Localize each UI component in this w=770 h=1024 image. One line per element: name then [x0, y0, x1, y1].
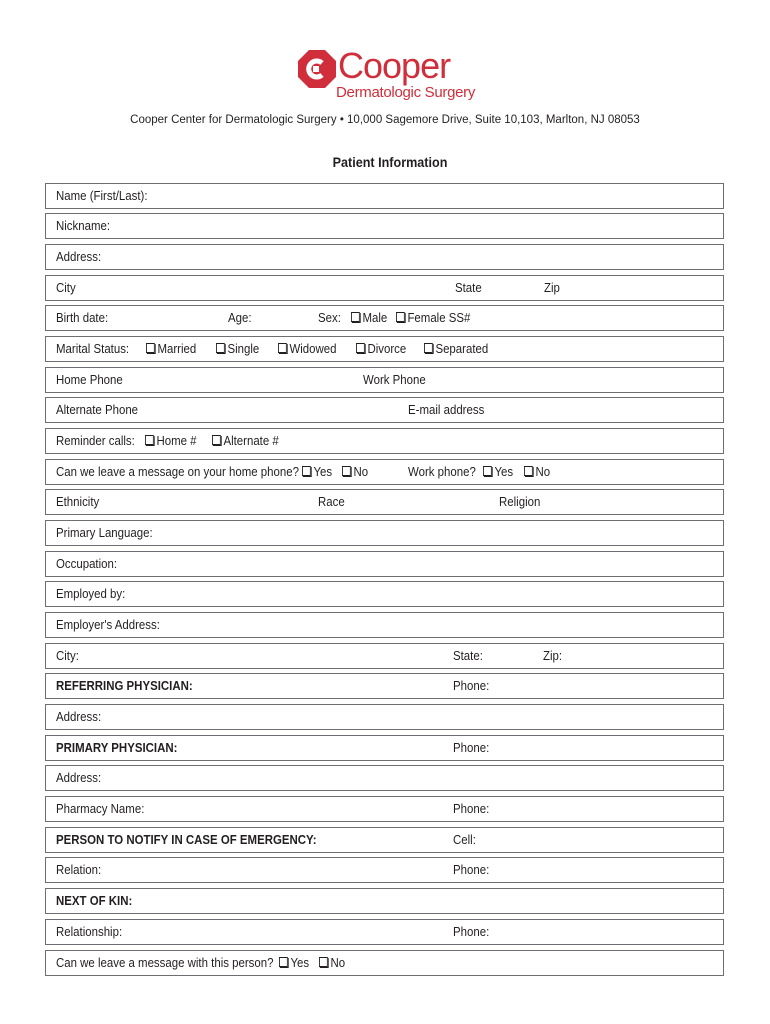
- label-text: Employed by:: [56, 586, 126, 601]
- field-label: [56, 433, 135, 448]
- checkbox-icon[interactable]: [278, 343, 287, 353]
- field-label: [56, 372, 123, 387]
- referring-row[interactable]: [45, 673, 724, 699]
- label-text: PERSON TO NOTIFY IN CASE OF EMERGENCY:: [56, 832, 317, 847]
- field-label: [56, 402, 138, 417]
- checkbox-icon[interactable]: [146, 343, 155, 353]
- checkbox-option[interactable]: [396, 310, 470, 325]
- label-text: Name (First/Last):: [56, 188, 148, 203]
- field-label: [56, 893, 132, 908]
- label-text: Race: [318, 494, 345, 509]
- checkbox-option[interactable]: [342, 464, 368, 479]
- reminder-row[interactable]: [45, 428, 724, 454]
- label-text: Divorce: [367, 341, 407, 356]
- label-text: Marital Status:: [56, 341, 130, 356]
- field-label: [453, 801, 489, 816]
- field-label: [56, 740, 177, 755]
- checkbox-option[interactable]: [424, 341, 488, 356]
- field-label: [56, 709, 101, 724]
- label-text: Male: [362, 310, 388, 325]
- label-text: Address:: [56, 709, 102, 724]
- label-text: Work phone?: [408, 464, 476, 479]
- field-label: [56, 617, 160, 632]
- field-label: [499, 494, 540, 509]
- label-text: Married: [157, 341, 197, 356]
- label-text: Relation:: [56, 862, 102, 877]
- label-text: Ethnicity: [56, 494, 100, 509]
- label-text: Pharmacy Name:: [56, 801, 145, 816]
- field-label: [56, 280, 76, 295]
- label-text: Yes: [313, 464, 333, 479]
- address-row[interactable]: [45, 244, 724, 270]
- label-text: Yes: [290, 955, 310, 970]
- city-row[interactable]: [45, 275, 724, 301]
- field-label: [56, 525, 153, 540]
- label-text: Nickname:: [56, 218, 111, 233]
- field-label: [56, 955, 273, 970]
- label-text: Separated: [435, 341, 489, 356]
- field-label: [453, 648, 483, 663]
- employer-address-row[interactable]: [45, 612, 724, 638]
- label-text: E-mail address: [408, 402, 485, 417]
- checkbox-icon[interactable]: [342, 466, 351, 476]
- checkbox-option[interactable]: [351, 310, 387, 325]
- field-label: [56, 862, 101, 877]
- relationship-row[interactable]: [45, 919, 724, 945]
- field-label: [453, 862, 489, 877]
- emergency-row[interactable]: [45, 827, 724, 853]
- checkbox-icon[interactable]: [145, 435, 154, 445]
- label-text: No: [330, 955, 346, 970]
- form-title: Patient Information: [332, 154, 448, 170]
- label-text: Phone:: [453, 924, 490, 939]
- label-text: Work Phone: [363, 372, 426, 387]
- field-label: [56, 494, 99, 509]
- field-label: [56, 648, 79, 663]
- referring-address-row[interactable]: [45, 704, 724, 730]
- primary-row[interactable]: [45, 735, 724, 761]
- label-text: Address:: [56, 249, 102, 264]
- language-row[interactable]: [45, 520, 724, 546]
- label-text: Birth date:: [56, 310, 109, 325]
- primary-address-row[interactable]: [45, 765, 724, 791]
- label-text: Cell:: [453, 832, 476, 847]
- field-label: [56, 924, 122, 939]
- label-text: Phone:: [453, 740, 490, 755]
- relation-row[interactable]: [45, 857, 724, 883]
- label-text: Zip: [544, 280, 560, 295]
- field-label: [56, 310, 108, 325]
- birth-row[interactable]: [45, 305, 724, 331]
- checkbox-option[interactable]: [356, 341, 406, 356]
- cooper-logo-icon: [298, 50, 336, 88]
- label-text: Female SS#: [407, 310, 471, 325]
- checkbox-icon[interactable]: [396, 312, 405, 322]
- label-text: Single: [227, 341, 260, 356]
- checkbox-option[interactable]: [524, 464, 550, 479]
- employer-city-row[interactable]: [45, 643, 724, 669]
- label-text: Reminder calls:: [56, 433, 135, 448]
- checkbox-option[interactable]: [146, 341, 196, 356]
- label-text: Primary Language:: [56, 525, 153, 540]
- label-text: Alternate #: [223, 433, 279, 448]
- field-label: [56, 464, 299, 479]
- checkbox-icon[interactable]: [319, 957, 328, 967]
- field-label: [56, 556, 117, 571]
- label-text: Yes: [494, 464, 514, 479]
- checkbox-icon[interactable]: [212, 435, 221, 445]
- label-text: Sex:: [318, 310, 341, 325]
- field-label: [408, 464, 476, 479]
- label-text: State:: [453, 648, 483, 663]
- label-text: Home #: [156, 433, 197, 448]
- nickname-row[interactable]: [45, 213, 724, 239]
- checkbox-option[interactable]: [302, 464, 332, 479]
- field-label: [56, 586, 125, 601]
- label-text: Alternate Phone: [56, 402, 139, 417]
- field-label: [56, 249, 101, 264]
- checkbox-option[interactable]: [212, 433, 279, 448]
- field-label: [453, 740, 489, 755]
- label-text: No: [353, 464, 369, 479]
- label-text: Age:: [228, 310, 252, 325]
- label-text: Phone:: [453, 862, 490, 877]
- field-label: [228, 310, 252, 325]
- kin-message-row[interactable]: [45, 950, 724, 976]
- checkbox-icon[interactable]: [351, 312, 360, 322]
- logo-subtitle: Dermatologic Surgery: [336, 84, 476, 101]
- checkbox-icon[interactable]: [216, 343, 225, 353]
- label-text: Widowed: [289, 341, 337, 356]
- cooper-logo: [298, 46, 498, 106]
- label-text: Occupation:: [56, 556, 118, 571]
- checkbox-option[interactable]: [483, 464, 513, 479]
- marital-row[interactable]: [45, 336, 724, 362]
- label-text: Religion: [499, 494, 541, 509]
- label-text: No: [535, 464, 551, 479]
- checkbox-option[interactable]: [319, 955, 345, 970]
- name-row[interactable]: [45, 183, 724, 209]
- checkbox-icon[interactable]: [424, 343, 433, 353]
- checkbox-icon[interactable]: [302, 466, 311, 476]
- field-label: [56, 341, 129, 356]
- field-label: [318, 494, 345, 509]
- checkbox-option[interactable]: [278, 341, 336, 356]
- checkbox-icon[interactable]: [483, 466, 492, 476]
- checkbox-icon[interactable]: [356, 343, 365, 353]
- practice-address: Cooper Center for Dermatologic Surgery • 10,000 Sagemore Drive, Suite 10,103, Marlton, NJ 08053: [130, 114, 640, 126]
- label-text: State: [455, 280, 482, 295]
- field-label: [56, 188, 148, 203]
- field-label: [363, 372, 426, 387]
- label-text: Phone:: [453, 678, 490, 693]
- field-label: [455, 280, 482, 295]
- field-label: [453, 678, 489, 693]
- label-text: Relationship:: [56, 924, 123, 939]
- message-row[interactable]: [45, 459, 724, 485]
- field-label: [543, 648, 562, 663]
- label-text: Employer's Address:: [56, 617, 160, 632]
- field-label: [408, 402, 484, 417]
- field-label: [56, 801, 144, 816]
- field-label: [453, 924, 489, 939]
- label-text: Home Phone: [56, 372, 123, 387]
- logo-wordmark: Cooper: [338, 45, 451, 86]
- alt-phone-row[interactable]: [45, 397, 724, 423]
- label-text: Can we leave a message with this person?: [56, 955, 274, 970]
- label-text: NEXT OF KIN:: [56, 893, 133, 908]
- field-label: [56, 832, 317, 847]
- label-text: City: [56, 280, 76, 295]
- field-label: [544, 280, 560, 295]
- label-text: Zip:: [543, 648, 563, 663]
- field-label: [318, 310, 341, 325]
- label-text: Phone:: [453, 801, 490, 816]
- ethnicity-row[interactable]: [45, 489, 724, 515]
- field-label: [453, 832, 476, 847]
- employed-row[interactable]: [45, 581, 724, 607]
- checkbox-icon[interactable]: [524, 466, 533, 476]
- field-label: [56, 678, 193, 693]
- checkbox-option[interactable]: [279, 955, 309, 970]
- pharmacy-row[interactable]: [45, 796, 724, 822]
- label-text: Can we leave a message on your home phone?: [56, 464, 299, 479]
- occupation-row[interactable]: [45, 551, 724, 577]
- label-text: PRIMARY PHYSICIAN:: [56, 740, 178, 755]
- phone-row[interactable]: [45, 367, 724, 393]
- checkbox-option[interactable]: [145, 433, 197, 448]
- label-text: REFERRING PHYSICIAN:: [56, 678, 193, 693]
- kin-row[interactable]: [45, 888, 724, 914]
- field-label: [56, 218, 110, 233]
- label-text: City:: [56, 648, 79, 663]
- checkbox-option[interactable]: [216, 341, 259, 356]
- label-text: Address:: [56, 770, 102, 785]
- field-label: [56, 770, 101, 785]
- checkbox-icon[interactable]: [279, 957, 288, 967]
